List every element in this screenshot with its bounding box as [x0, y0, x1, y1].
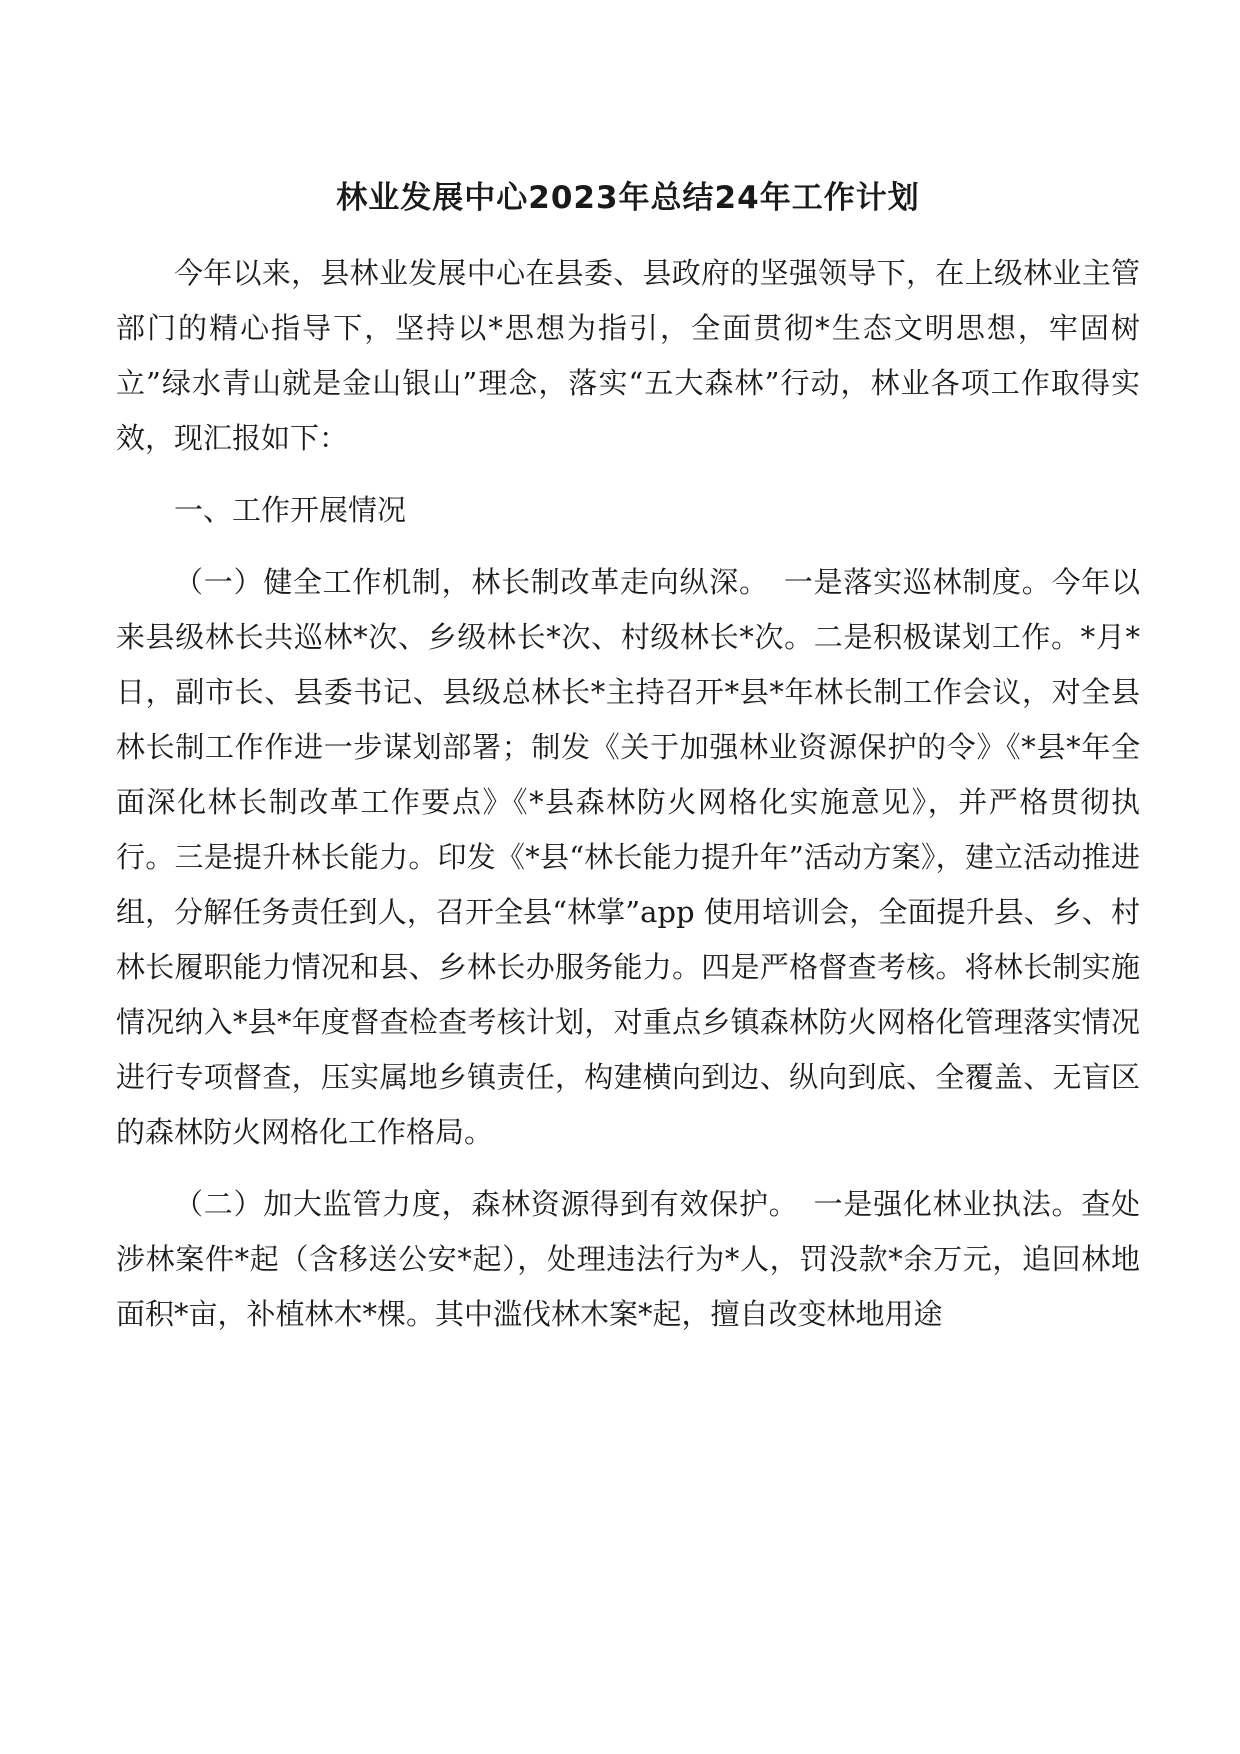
document-title: 林业发展中心2023年总结24年工作计划: [336, 180, 920, 216]
document-body: [116, 246, 1140, 1342]
section-heading: 一、工作开展情况: [174, 493, 407, 527]
section-paragraph-1: （一）健全工作机制，林长制改革走向纵深。 一是落实巡林制度。今年以来县级林长共巡林*次、乡级林长*次、村级林长*次。二是积极谋划工作。*月*日，副市长、县委书记、县级总林长*主持召开*县*年林长制工作会议，对全县林长制工作作进一步谋划部署；制发《关于加强林业资源保护的令》《*县*年全面深化林长制改革工作要点》《*县森林防火网格化实施意见》，并严格贯彻执行。三是提升林长能力。印发《*县“林长能力提升年”活动方案》，建立活动推进组，分解任务责任到人，召开全县“林掌”app 使用培训会，全面提升县、乡、村林长履职能力情况和县、乡林长办服务能力。四是严格督查考核。将林长制实施情况纳入*县*年度督查检查考核计划，对重点乡镇森林防火网格化管理落实情况进行专项督查，压实属地乡镇责任，构建横向到边、纵向到底、全覆盖、无盲区的森林防火网格化工作格局。: [116, 565, 1140, 1149]
section-paragraph-2: （二）加大监管力度，森林资源得到有效保护。 一是强化林业执法。查处涉林案件*起（含移送公安*起），处理违法行为*人，罚没款*余万元，追回林地面积*亩，补植林木*棵。其中滥伐林木案*起，擅自改变林地用途: [116, 1187, 1140, 1331]
intro-paragraph: 今年以来，县林业发展中心在县委、县政府的坚强领导下，在上级林业主管部门的精心指导下，坚持以*思想为指引，全面贯彻*生态文明思想，牢固树立”绿水青山就是金山银山”理念，落实“五大森林”行动，林业各项工作取得实效，现汇报如下：: [116, 256, 1140, 455]
